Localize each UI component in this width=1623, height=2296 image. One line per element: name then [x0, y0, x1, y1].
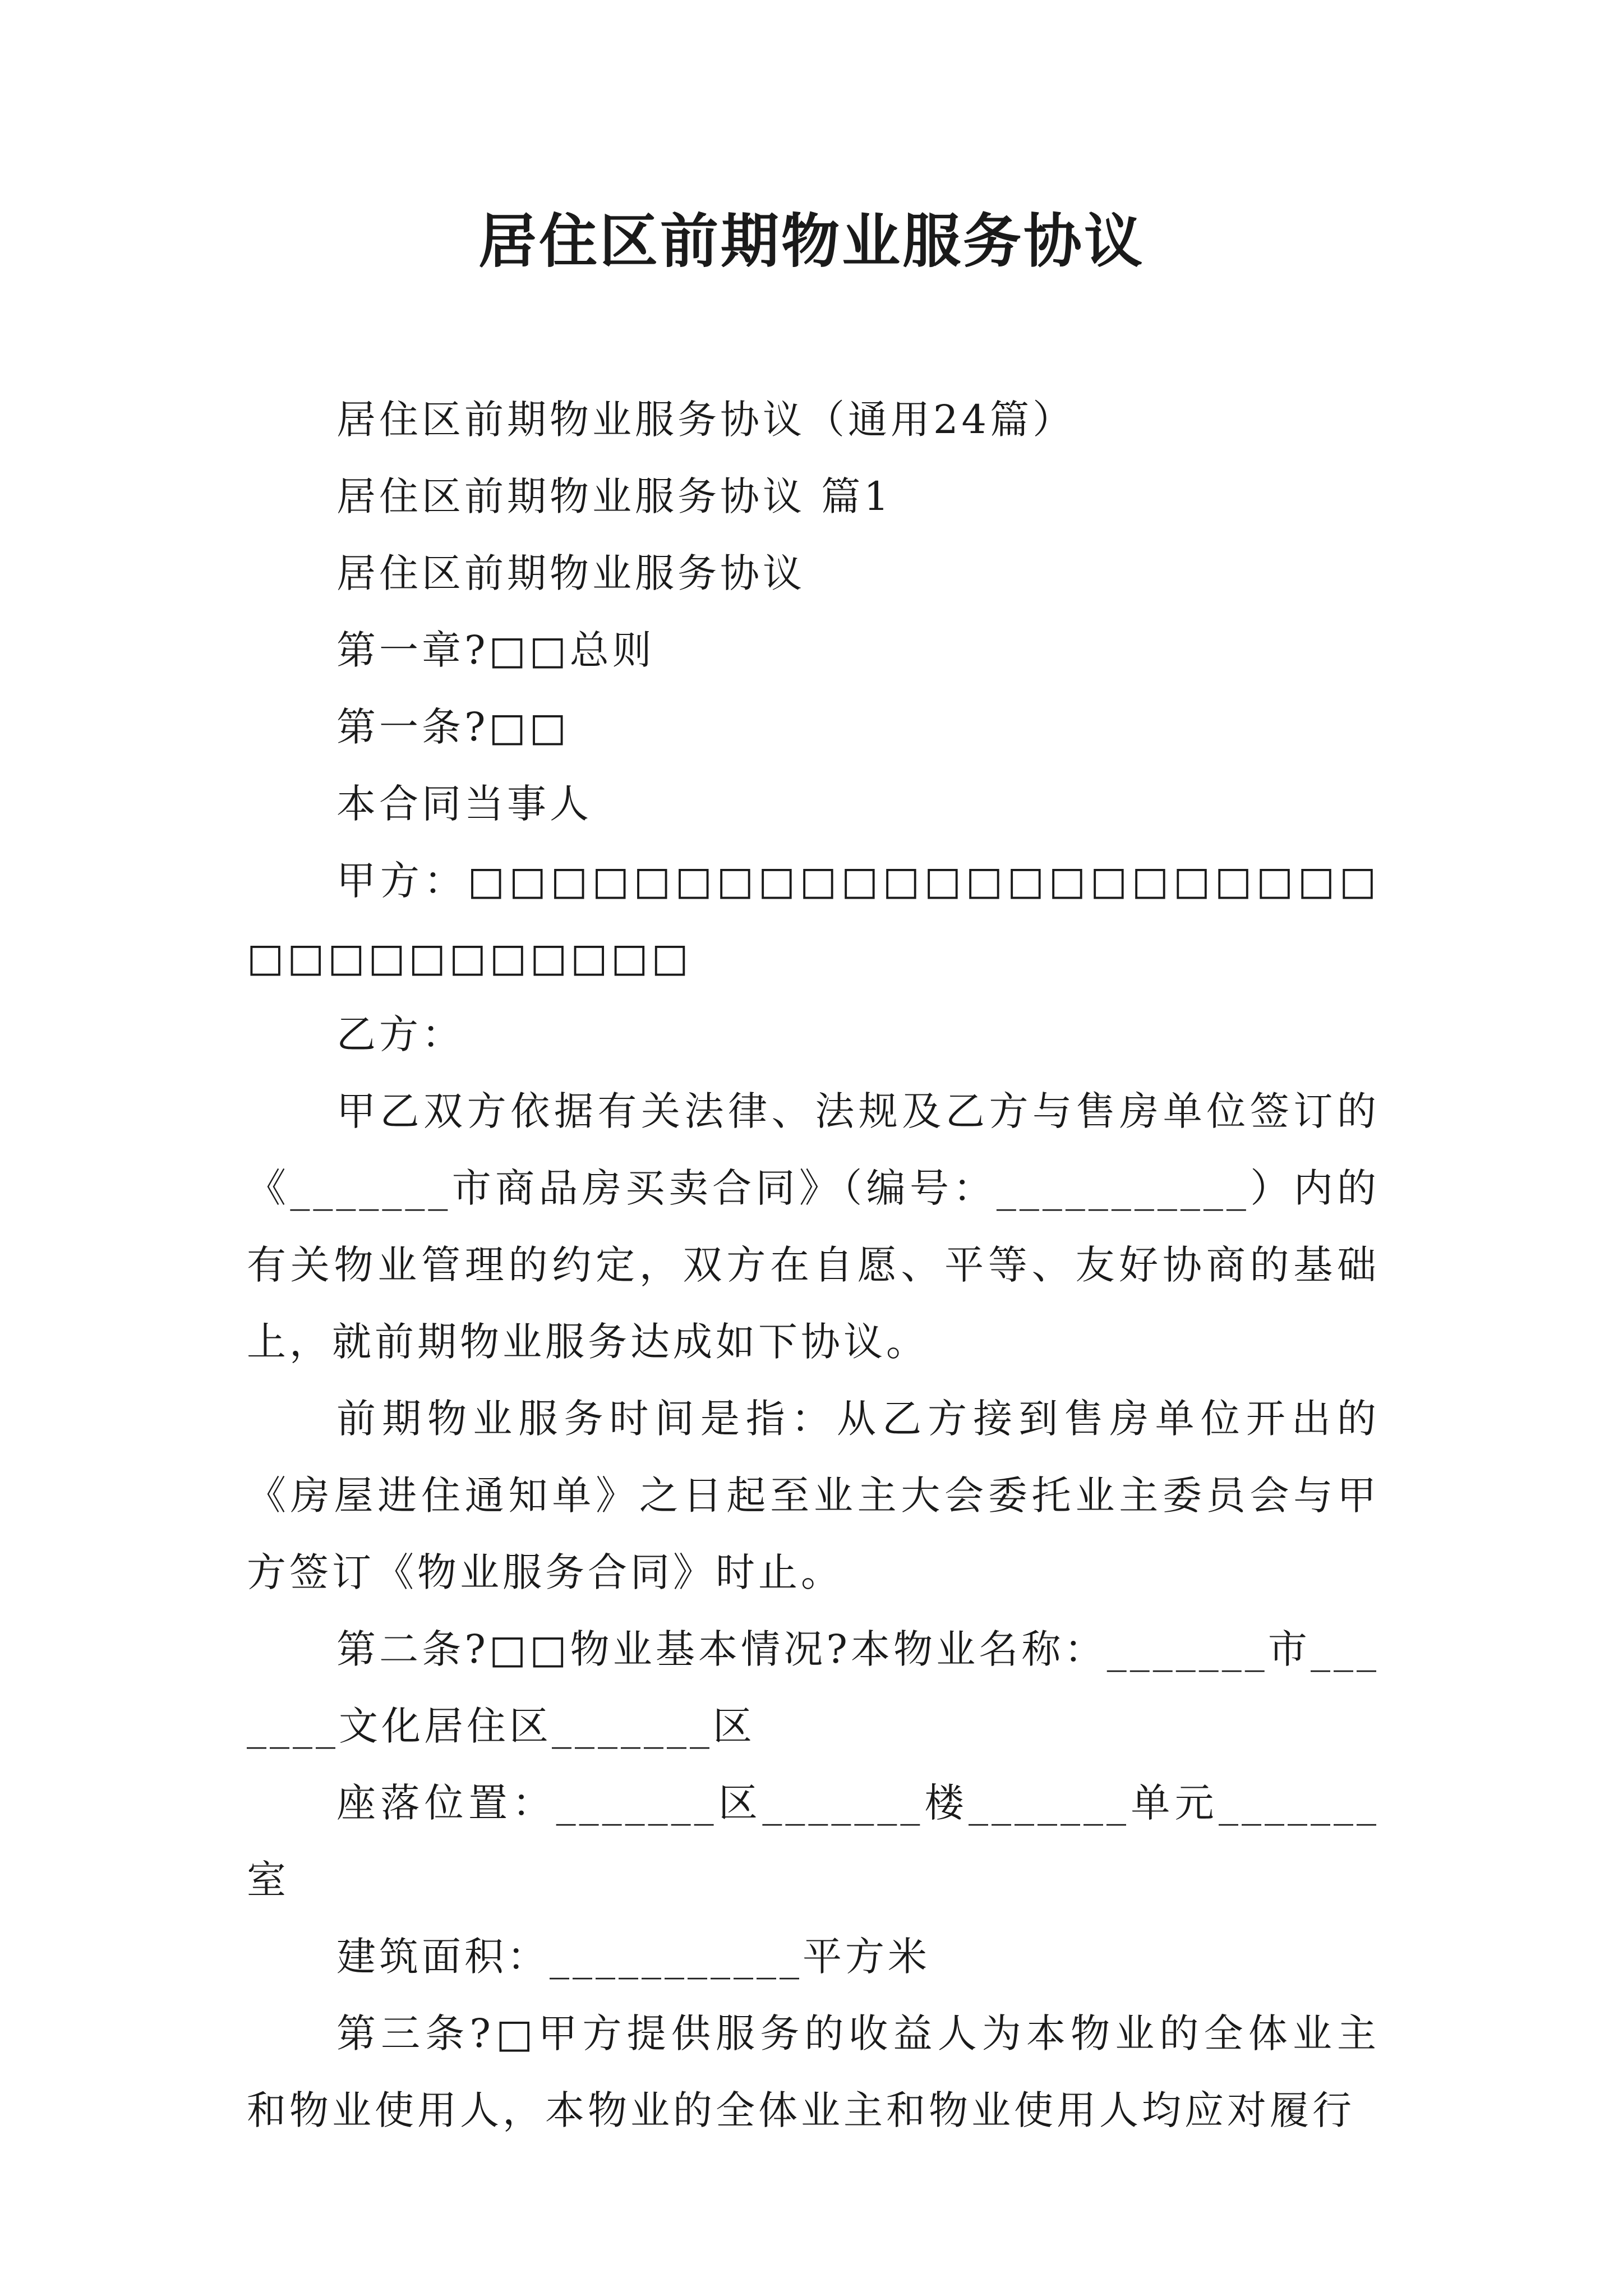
paragraph-service-period: 前期物业服务时间是指：从乙方接到售房单位开出的《房屋进住通知单》之日起至业主大会委托业主委员会与甲方签订《物业服务合同》时止。	[247, 1396, 1380, 1595]
paragraph-agreement-name: 居住区前期物业服务协议	[336, 550, 805, 596]
paragraph-chapter-heading: 居住区前期物业服务协议 篇1	[336, 473, 892, 519]
paragraph-floor-area: 建筑面积：___________平方米	[336, 1934, 930, 1980]
paragraph-article-two: 第二条?□□物业基本情况?本物业名称：_______市_______文化居住区_______区	[247, 1626, 1380, 1749]
paragraph-party-a: 甲方：□□□□□□□□□□□□□□□□□□□□□□□□□□□□□□□□□	[247, 858, 1380, 981]
document-body	[247, 381, 1380, 2149]
paragraph-subtitle: 居住区前期物业服务协议（通用24篇）	[336, 397, 1076, 443]
paragraph-parties: 本合同当事人	[336, 781, 592, 827]
paragraph-article-three: 第三条?□甲方提供服务的收益人为本物业的全体业主和物业使用人，本物业的全体业主和物业使用人均应对履行	[247, 2010, 1380, 2133]
paragraph-party-b: 乙方：	[336, 1011, 464, 1057]
paragraph-basis: 甲乙双方依据有关法律、法规及乙方与售房单位签订的《_______市商品房买卖合同》（编号：___________）内的有关物业管理的约定，双方在自愿、平等、友好协商的基础上，就前期物业服务达成如下协议。	[247, 1088, 1380, 1365]
paragraph-article-one: 第一条?□□	[336, 704, 570, 750]
paragraph-location: 座落位置：_______区_______楼_______单元_______室	[247, 1780, 1380, 1903]
document-title: 居住区前期物业服务协议	[478, 206, 1145, 275]
paragraph-chapter-one: 第一章?□□总则	[336, 627, 655, 673]
